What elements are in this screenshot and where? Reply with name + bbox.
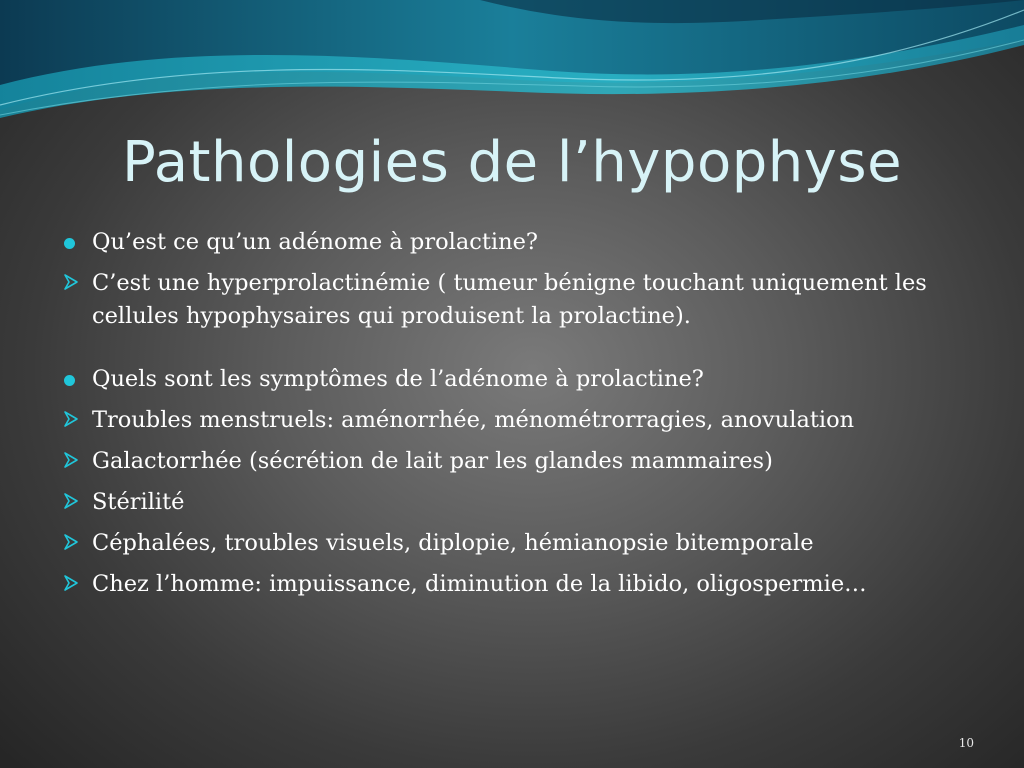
list-item	[62, 486, 962, 519]
arrow-icon	[62, 267, 80, 301]
list-item	[62, 363, 962, 396]
list-item-text: Galactorrhée (sécrétion de lait par les glandes mammaires)	[92, 448, 773, 474]
list-item-text: C’est une hyperprolactinémie ( tumeur bénigne touchant uniquement les cellules hypophysaires qui produisent la prolactine).	[92, 270, 927, 329]
arrow-icon	[62, 445, 80, 479]
dot-icon	[62, 363, 75, 396]
list-item-text: Stérilité	[92, 489, 185, 515]
list-item-text: Chez l’homme: impuissance, diminution de la libido, oligospermie…	[92, 571, 867, 597]
list-item	[62, 568, 962, 601]
list-item-text: Quels sont les symptômes de l’adénome à prolactine?	[92, 366, 704, 392]
arrow-icon	[62, 527, 80, 561]
list-item	[62, 445, 962, 478]
page-number: 10	[958, 736, 974, 750]
list-item	[62, 527, 962, 560]
arrow-icon	[62, 568, 80, 602]
list-item	[62, 404, 962, 437]
list-item-text: Troubles menstruels: aménorrhée, ménométrorragies, anovulation	[92, 407, 855, 433]
bullet-list	[62, 226, 962, 609]
list-item-text: Qu’est ce qu’un adénome à prolactine?	[92, 229, 538, 255]
list-item	[62, 267, 962, 333]
list-item	[62, 226, 962, 259]
slide-title: Pathologies de l’hypophyse	[121, 130, 903, 195]
list-item-text: Céphalées, troubles visuels, diplopie, hémianopsie bitemporale	[92, 530, 814, 556]
header-wave-decoration	[0, 0, 1024, 130]
dot-icon	[62, 226, 75, 259]
arrow-icon	[62, 486, 80, 520]
arrow-icon	[62, 404, 80, 438]
